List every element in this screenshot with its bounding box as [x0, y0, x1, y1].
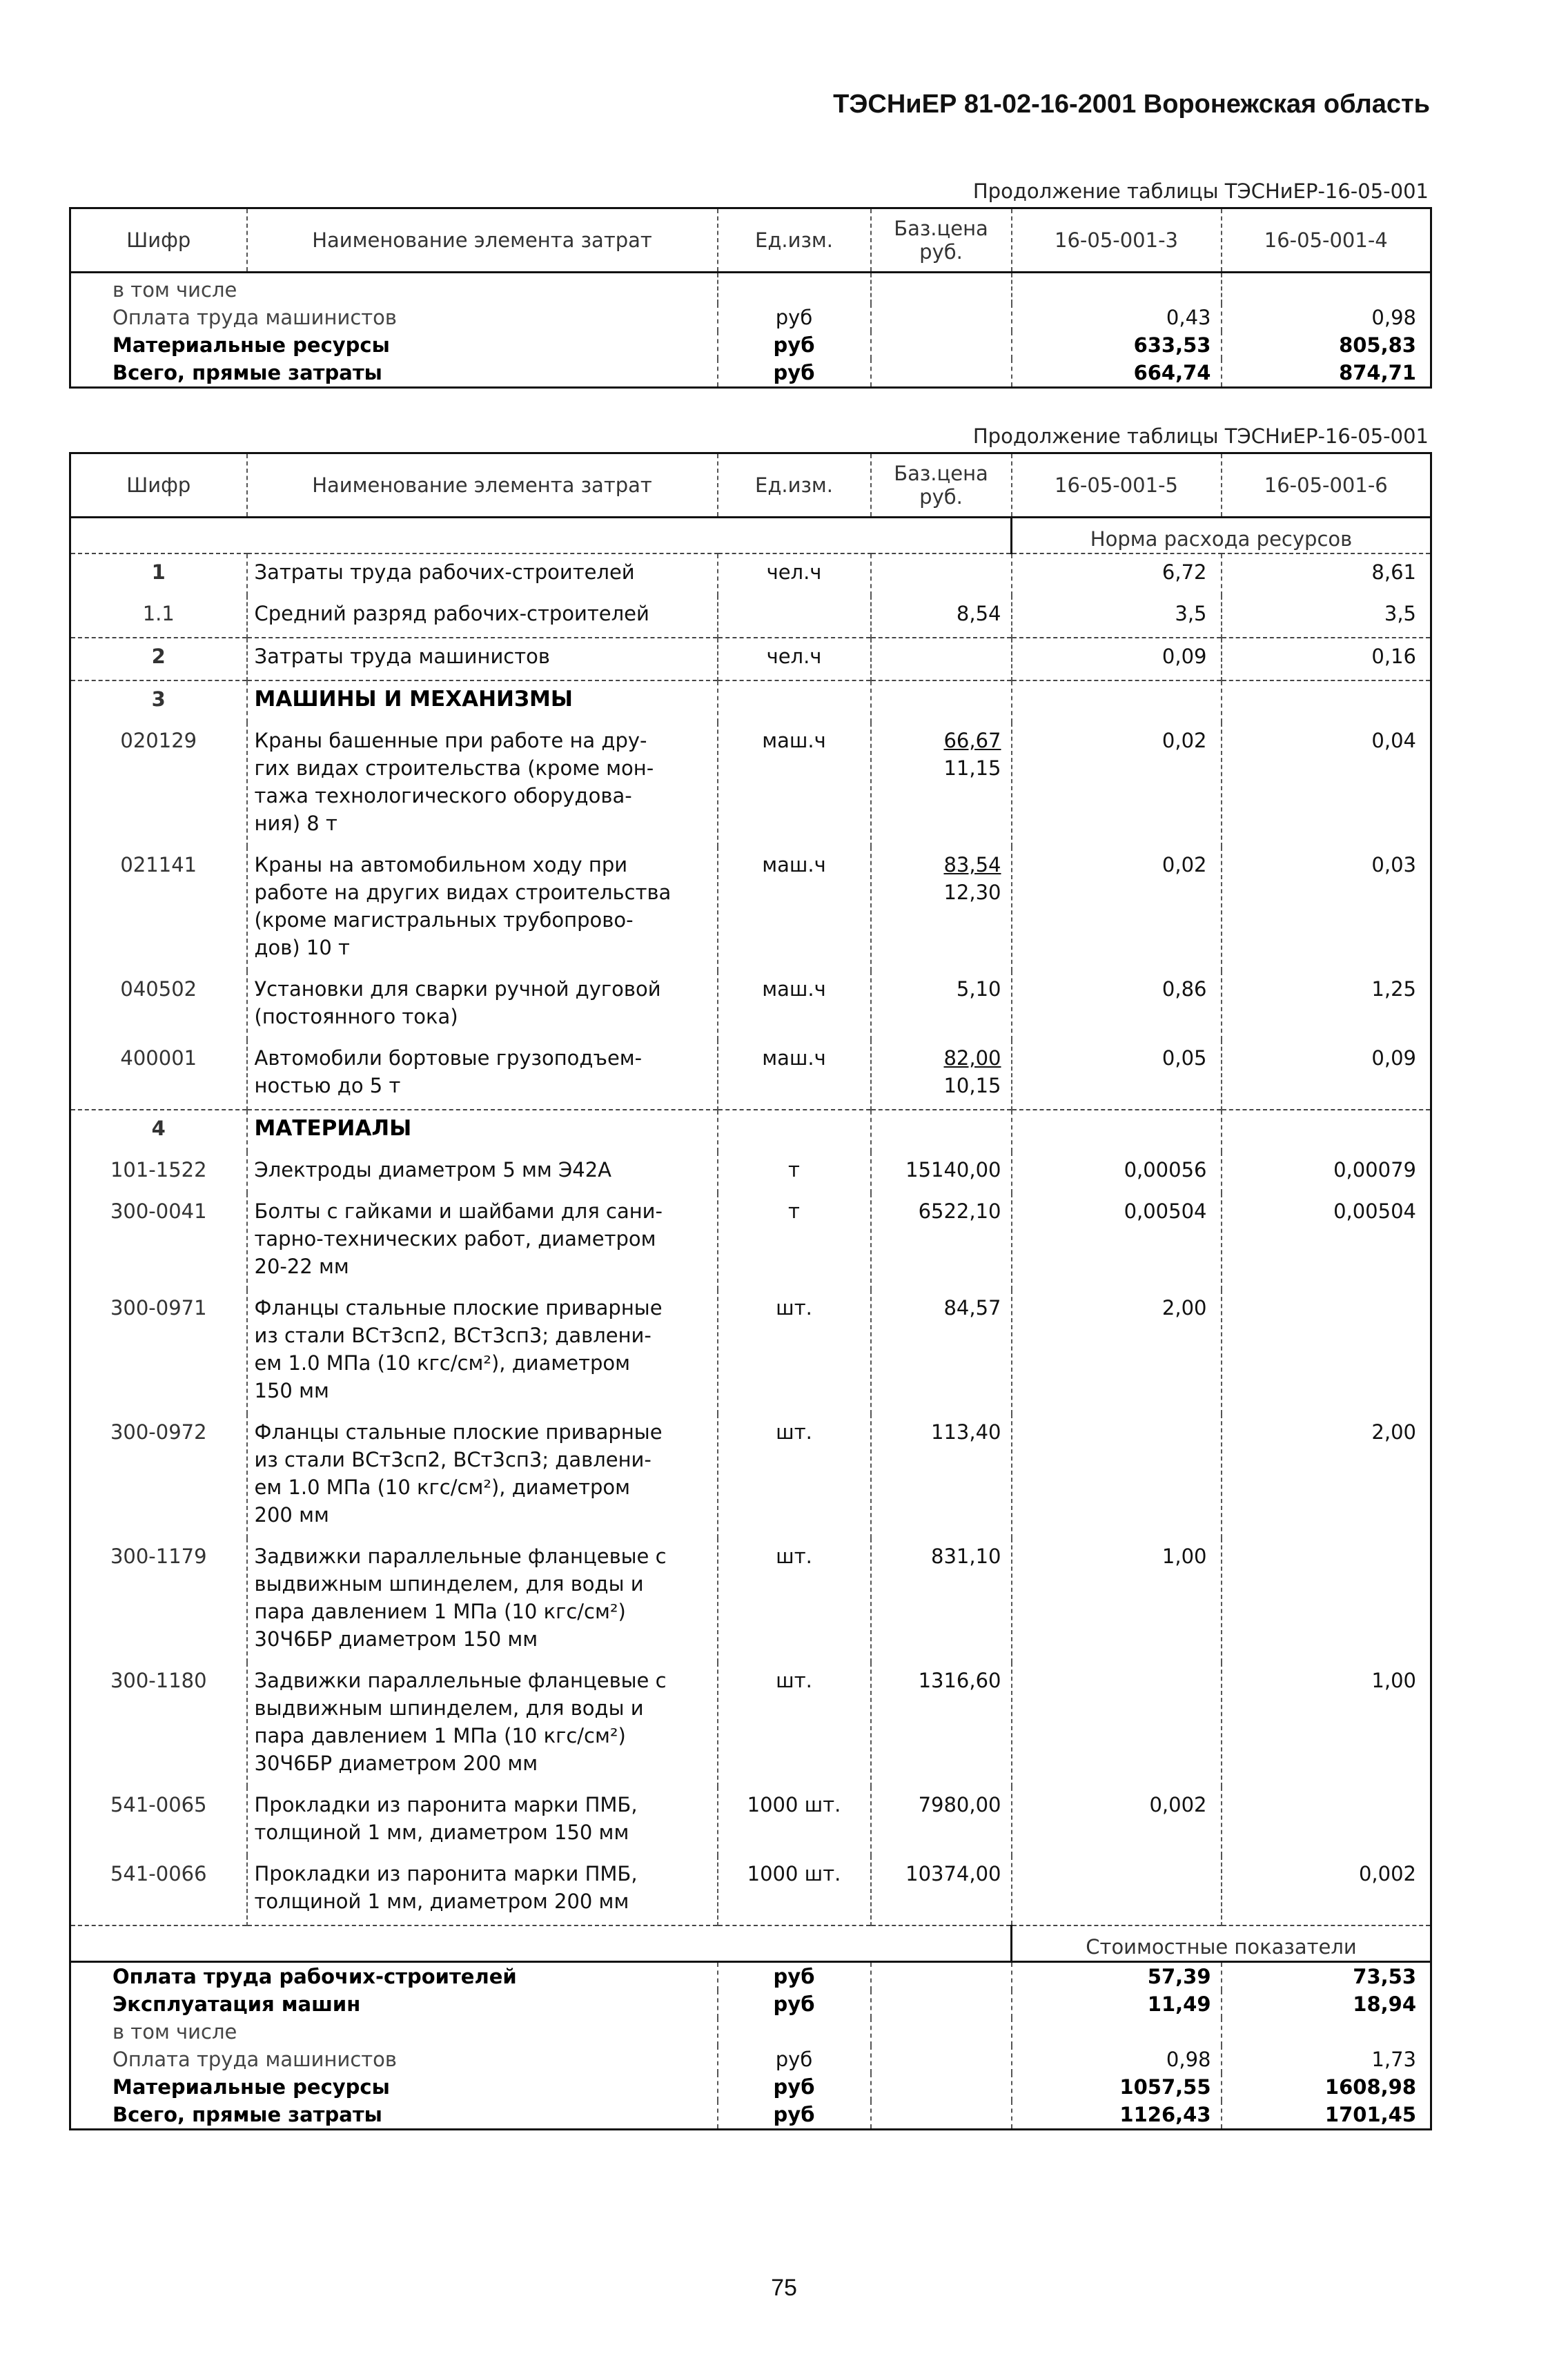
row-value-1: [1012, 1663, 1222, 1787]
totals-price: [871, 2101, 1012, 2130]
row-value-2: [1222, 1787, 1431, 1856]
resource-row: [70, 723, 1431, 847]
row-value-1: 2,00: [1012, 1290, 1222, 1414]
totals-row: [70, 273, 1431, 304]
row-base-price: [871, 1856, 1012, 1925]
text-line: ем 1.0 МПа (10 кгс/см²), диаметром: [254, 1351, 631, 1375]
text-line: Задвижки параллельные фланцевые с: [254, 1545, 667, 1568]
row-value-1: 6,72: [1012, 553, 1222, 596]
totals-price: [871, 273, 1012, 304]
text-line: 1316,60: [918, 1669, 1001, 1692]
totals-row: [70, 2046, 1431, 2073]
row-unit: 1000 шт.: [718, 1856, 871, 1925]
totals-price: [871, 2046, 1012, 2073]
text-line: Задвижки параллельные фланцевые с: [254, 1669, 667, 1692]
row-name: [247, 596, 718, 638]
totals-row: [70, 1990, 1431, 2018]
row-value-2: 8,61: [1222, 553, 1431, 596]
text-line: Прокладки из паронита марки ПМБ,: [254, 1862, 638, 1885]
row-value-1: 0,09: [1012, 638, 1222, 680]
section-row: [70, 1110, 1431, 1152]
row-value-2: [1222, 1290, 1431, 1414]
row-base-price: [871, 680, 1012, 723]
totals-value-2: 805,83: [1222, 331, 1431, 359]
text-line: (постоянного тока): [254, 1005, 458, 1028]
text-line: 8,54: [956, 602, 1001, 625]
resource-row: [70, 1193, 1431, 1290]
text-line: 5,10: [956, 977, 1001, 1001]
text-line: 30Ч6БР диаметром 200 мм: [254, 1752, 538, 1775]
totals-value-2: 73,53: [1222, 1962, 1431, 1991]
row-value-1: [1012, 680, 1222, 723]
text-line: 20-22 мм: [254, 1255, 349, 1278]
header-base-price: Баз.цена руб.: [871, 208, 1012, 273]
resource-row: [70, 1787, 1431, 1856]
row-value-2: 0,002: [1222, 1856, 1431, 1925]
row-unit: шт.: [718, 1538, 871, 1663]
text-line: 30Ч6БР диаметром 150 мм: [254, 1627, 538, 1651]
text-line: 12,30: [943, 881, 1001, 904]
row-code: 400001: [70, 1040, 247, 1110]
text-line: Средний разряд рабочих-строителей: [254, 602, 649, 625]
row-value-2: 0,00504: [1222, 1193, 1431, 1290]
row-code: 020129: [70, 723, 247, 847]
row-code: 4: [70, 1110, 247, 1152]
text-line: Прокладки из паронита марки ПМБ,: [254, 1793, 638, 1816]
text-line: пара давлением 1 МПа (10 кгс/см²): [254, 1600, 626, 1623]
totals-value-1: 1126,43: [1012, 2101, 1222, 2130]
row-unit: т: [718, 1152, 871, 1193]
table2-continuation: Продолжение таблицы ТЭСНиЕР-16-05-001: [972, 424, 1429, 448]
totals-name: Оплата труда машинистов: [70, 2046, 718, 2073]
row-value-1: [1012, 1414, 1222, 1538]
resource-row: [70, 1414, 1431, 1538]
row-name: [247, 1787, 718, 1856]
row-unit: [718, 596, 871, 638]
totals-value-1: 664,74: [1012, 359, 1222, 388]
text-line: тажа технологического оборудова-: [254, 784, 632, 807]
row-base-price: [871, 1663, 1012, 1787]
totals-value-1: 57,39: [1012, 1962, 1222, 1991]
norm-label: Норма расхода ресурсов: [1012, 518, 1431, 554]
row-name: [247, 553, 718, 596]
row-value-2: [1222, 680, 1431, 723]
text-line: Краны на автомобильном ходу при: [254, 853, 628, 876]
text-line: 82,00: [943, 1046, 1001, 1070]
resource-row: [70, 1538, 1431, 1663]
norm-label-row: [70, 518, 1431, 554]
row-base-price: [871, 596, 1012, 638]
table2: [69, 452, 1432, 2130]
totals-unit: руб: [718, 331, 871, 359]
text-line: пара давлением 1 МПа (10 кгс/см²): [254, 1724, 626, 1747]
totals-row: [70, 2073, 1431, 2101]
totals-value-2: 18,94: [1222, 1990, 1431, 2018]
totals-name: Материальные ресурсы: [70, 2073, 718, 2101]
row-code: 1.1: [70, 596, 247, 638]
text-line: МАШИНЫ И МЕХАНИЗМЫ: [254, 687, 573, 712]
row-unit: маш.ч: [718, 971, 871, 1040]
row-code: 1: [70, 553, 247, 596]
totals-name: в том числе: [70, 2018, 718, 2046]
text-line: Затраты труда машинистов: [254, 645, 550, 668]
row-code: 3: [70, 680, 247, 723]
totals-price: [871, 331, 1012, 359]
text-line: работе на других видах строительства: [254, 881, 672, 904]
totals-value-2: 0,98: [1222, 304, 1431, 331]
totals-price: [871, 1990, 1012, 2018]
row-unit: шт.: [718, 1663, 871, 1787]
row-name: [247, 1110, 718, 1152]
row-value-2: 3,5: [1222, 596, 1431, 638]
totals-unit: [718, 2018, 871, 2046]
row-unit: чел.ч: [718, 553, 871, 596]
header-col5: 16-05-001-5: [1012, 453, 1222, 518]
totals-name: Оплата труда рабочих-строителей: [70, 1962, 718, 1991]
text-line: Фланцы стальные плоские приварные: [254, 1296, 663, 1320]
totals-row: [70, 2101, 1431, 2130]
totals-value-2: 1701,45: [1222, 2101, 1431, 2130]
row-value-2: [1222, 1538, 1431, 1663]
row-value-1: [1012, 1110, 1222, 1152]
resource-row: [70, 1856, 1431, 1925]
resource-row: [70, 638, 1431, 680]
row-name: [247, 847, 718, 971]
totals-row: [70, 2018, 1431, 2046]
row-base-price: [871, 971, 1012, 1040]
row-value-1: 0,002: [1012, 1787, 1222, 1856]
row-name: [247, 1538, 718, 1663]
row-code: 2: [70, 638, 247, 680]
header-base-price: Баз.цена руб.: [871, 453, 1012, 518]
table1: [69, 207, 1432, 389]
row-name: [247, 1663, 718, 1787]
text-line: выдвижным шпинделем, для воды и: [254, 1572, 644, 1596]
row-value-2: [1222, 1110, 1431, 1152]
row-base-price: [871, 1040, 1012, 1110]
totals-value-1: [1012, 2018, 1222, 2046]
row-code: 300-0971: [70, 1290, 247, 1414]
row-unit: 1000 шт.: [718, 1787, 871, 1856]
row-code: 021141: [70, 847, 247, 971]
table2-header-row: [70, 453, 1431, 518]
row-name: [247, 1414, 718, 1538]
row-base-price: [871, 1414, 1012, 1538]
row-code: 541-0065: [70, 1787, 247, 1856]
text-line: 150 мм: [254, 1379, 329, 1402]
text-line: 15140,00: [905, 1158, 1001, 1182]
totals-price: [871, 304, 1012, 331]
table1-continuation: Продолжение таблицы ТЭСНиЕР-16-05-001: [972, 179, 1429, 203]
totals-name: в том числе: [70, 273, 718, 304]
text-line: выдвижным шпинделем, для воды и: [254, 1696, 644, 1720]
totals-name: Материальные ресурсы: [70, 331, 718, 359]
row-value-1: 0,02: [1012, 723, 1222, 847]
table1-header-row: [70, 208, 1431, 273]
row-value-2: 1,25: [1222, 971, 1431, 1040]
totals-name: Оплата труда машинистов: [70, 304, 718, 331]
row-unit: маш.ч: [718, 1040, 871, 1110]
text-line: 831,10: [931, 1545, 1001, 1568]
row-base-price: [871, 723, 1012, 847]
section-row: [70, 680, 1431, 723]
row-code: 541-0066: [70, 1856, 247, 1925]
totals-unit: руб: [718, 2101, 871, 2130]
row-base-price: [871, 1193, 1012, 1290]
header-unit: Ед.изм.: [718, 453, 871, 518]
text-line: ния) 8 т: [254, 812, 337, 835]
text-line: Электроды диаметром 5 мм Э42А: [254, 1158, 612, 1182]
totals-value-1: 633,53: [1012, 331, 1222, 359]
totals-value-2: [1222, 273, 1431, 304]
row-code: 040502: [70, 971, 247, 1040]
totals-value-1: 0,43: [1012, 304, 1222, 331]
row-unit: шт.: [718, 1414, 871, 1538]
totals-row: [70, 304, 1431, 331]
resource-row: [70, 596, 1431, 638]
row-value-2: 0,00079: [1222, 1152, 1431, 1193]
totals-unit: руб: [718, 304, 871, 331]
page-number: 75: [771, 2275, 797, 2301]
totals-price: [871, 2018, 1012, 2046]
totals-value-1: 1057,55: [1012, 2073, 1222, 2101]
row-value-2: 2,00: [1222, 1414, 1431, 1538]
row-unit: [718, 1110, 871, 1152]
row-name: [247, 638, 718, 680]
text-line: из стали ВСт3сп2, ВСт3сп3; давлени-: [254, 1324, 651, 1347]
row-code: 101-1522: [70, 1152, 247, 1193]
text-line: 10,15: [943, 1074, 1001, 1097]
row-base-price: [871, 1290, 1012, 1414]
row-name: [247, 680, 718, 723]
row-code: 300-0972: [70, 1414, 247, 1538]
resource-row: [70, 971, 1431, 1040]
text-line: Фланцы стальные плоские приварные: [254, 1420, 663, 1444]
row-value-2: 0,09: [1222, 1040, 1431, 1110]
header-col5: 16-05-001-3: [1012, 208, 1222, 273]
totals-value-1: 0,98: [1012, 2046, 1222, 2073]
resource-row: [70, 1663, 1431, 1787]
row-name: [247, 723, 718, 847]
empty-cell: [70, 518, 1012, 554]
text-line: 10374,00: [905, 1862, 1001, 1885]
header-col6: 16-05-001-6: [1222, 453, 1431, 518]
text-line: 113,40: [931, 1420, 1001, 1444]
totals-name: Эксплуатация машин: [70, 1990, 718, 2018]
page-header: ТЭСНиЕР 81-02-16-2001 Воронежская область: [833, 90, 1430, 119]
row-base-price: [871, 1538, 1012, 1663]
cost-label-row: [70, 1925, 1431, 1962]
totals-value-1: 11,49: [1012, 1990, 1222, 2018]
row-name: [247, 1040, 718, 1110]
row-value-1: 0,02: [1012, 847, 1222, 971]
row-unit: чел.ч: [718, 638, 871, 680]
header-code: Шифр: [70, 453, 247, 518]
row-name: [247, 1856, 718, 1925]
empty-cell: [70, 1925, 1012, 1962]
text-line: 66,67: [943, 729, 1001, 752]
row-value-1: 1,00: [1012, 1538, 1222, 1663]
resource-row: [70, 1040, 1431, 1110]
totals-price: [871, 1962, 1012, 1991]
text-line: 6522,10: [918, 1199, 1001, 1223]
totals-unit: руб: [718, 359, 871, 388]
row-value-2: 1,00: [1222, 1663, 1431, 1787]
totals-unit: руб: [718, 2073, 871, 2101]
row-base-price: [871, 1152, 1012, 1193]
totals-name: Всего, прямые затраты: [70, 2101, 718, 2130]
row-unit: [718, 680, 871, 723]
text-line: 200 мм: [254, 1503, 329, 1527]
text-line: ностью до 5 т: [254, 1074, 401, 1097]
text-line: Затраты труда рабочих-строителей: [254, 560, 635, 584]
totals-value-2: 1,73: [1222, 2046, 1431, 2073]
row-value-2: 0,03: [1222, 847, 1431, 971]
row-value-2: 0,04: [1222, 723, 1431, 847]
resource-row: [70, 1152, 1431, 1193]
text-line: Болты с гайками и шайбами для сани-: [254, 1199, 663, 1223]
row-base-price: [871, 1787, 1012, 1856]
cost-label: Стоимостные показатели: [1012, 1925, 1431, 1962]
text-line: из стали ВСт3сп2, ВСт3сп3; давлени-: [254, 1448, 651, 1471]
row-name: [247, 1193, 718, 1290]
row-unit: шт.: [718, 1290, 871, 1414]
totals-value-2: 1608,98: [1222, 2073, 1431, 2101]
row-name: [247, 971, 718, 1040]
row-value-1: [1012, 1856, 1222, 1925]
row-value-2: 0,16: [1222, 638, 1431, 680]
text-line: тарно-технических работ, диаметром: [254, 1227, 656, 1251]
row-code: 300-1179: [70, 1538, 247, 1663]
row-value-1: 0,05: [1012, 1040, 1222, 1110]
totals-unit: руб: [718, 2046, 871, 2073]
row-base-price: [871, 553, 1012, 596]
text-line: 84,57: [943, 1296, 1001, 1320]
totals-price: [871, 359, 1012, 388]
totals-unit: руб: [718, 1962, 871, 1991]
row-value-1: 0,00056: [1012, 1152, 1222, 1193]
row-name: [247, 1290, 718, 1414]
totals-unit: руб: [718, 1990, 871, 2018]
row-unit: т: [718, 1193, 871, 1290]
row-base-price: [871, 638, 1012, 680]
row-value-1: 3,5: [1012, 596, 1222, 638]
text-line: 7980,00: [918, 1793, 1001, 1816]
text-line: 11,15: [943, 756, 1001, 780]
row-code: 300-0041: [70, 1193, 247, 1290]
text-line: Краны башенные при работе на дру-: [254, 729, 647, 752]
text-line: 83,54: [943, 853, 1001, 876]
header-col6: 16-05-001-4: [1222, 208, 1431, 273]
totals-row: [70, 1962, 1431, 1991]
row-value-1: 0,86: [1012, 971, 1222, 1040]
row-code: 300-1180: [70, 1663, 247, 1787]
totals-value-2: [1222, 2018, 1431, 2046]
text-line: толщиной 1 мм, диаметром 150 мм: [254, 1821, 629, 1844]
header-unit: Ед.изм.: [718, 208, 871, 273]
row-base-price: [871, 1110, 1012, 1152]
text-line: ем 1.0 МПа (10 кгс/см²), диаметром: [254, 1476, 631, 1499]
text-line: толщиной 1 мм, диаметром 200 мм: [254, 1890, 629, 1913]
resource-row: [70, 1290, 1431, 1414]
totals-row: [70, 359, 1431, 388]
text-line: Автомобили бортовые грузоподъем-: [254, 1046, 643, 1070]
text-line: Установки для сварки ручной дуговой: [254, 977, 661, 1001]
totals-unit: [718, 273, 871, 304]
header-name: Наименование элемента затрат: [247, 208, 718, 273]
totals-name: Всего, прямые затраты: [70, 359, 718, 388]
row-name: [247, 1152, 718, 1193]
totals-value-1: [1012, 273, 1222, 304]
totals-value-2: 874,71: [1222, 359, 1431, 388]
row-value-1: 0,00504: [1012, 1193, 1222, 1290]
resource-row: [70, 553, 1431, 596]
header-code: Шифр: [70, 208, 247, 273]
resource-row: [70, 847, 1431, 971]
text-line: гих видах строительства (кроме мон-: [254, 756, 654, 780]
row-base-price: [871, 847, 1012, 971]
text-line: дов) 10 т: [254, 936, 350, 959]
totals-price: [871, 2073, 1012, 2101]
text-line: МАТЕРИАЛЫ: [254, 1116, 412, 1141]
totals-row: [70, 331, 1431, 359]
header-name: Наименование элемента затрат: [247, 453, 718, 518]
row-unit: маш.ч: [718, 723, 871, 847]
row-unit: маш.ч: [718, 847, 871, 971]
text-line: (кроме магистральных трубопрово-: [254, 908, 634, 932]
